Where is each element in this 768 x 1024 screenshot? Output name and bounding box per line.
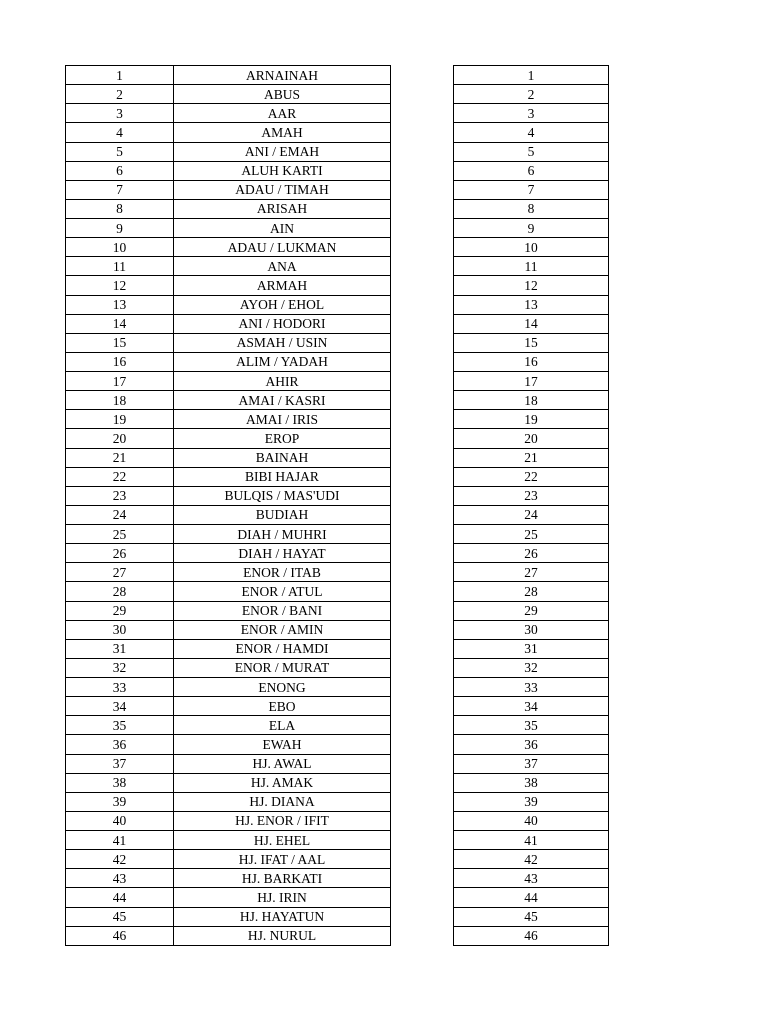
table-row — [454, 563, 609, 582]
table-row — [66, 831, 391, 850]
name-cell: HJ. BARKATI — [174, 869, 391, 888]
table-row — [66, 888, 391, 907]
table-row — [454, 811, 609, 830]
row-number-cell: 23 — [454, 486, 609, 505]
row-number-cell: 28 — [454, 582, 609, 601]
table-row — [454, 66, 609, 85]
name-cell: HJ. NURUL — [174, 926, 391, 945]
table-row — [454, 372, 609, 391]
table-row — [66, 276, 391, 295]
name-cell: ANI / HODORI — [174, 314, 391, 333]
name-cell: HJ. DIANA — [174, 792, 391, 811]
name-cell: HJ. IFAT / AAL — [174, 850, 391, 869]
table-row — [454, 333, 609, 352]
name-cell: ELA — [174, 716, 391, 735]
name-cell: AAR — [174, 104, 391, 123]
table-row — [66, 678, 391, 697]
row-number-cell: 46 — [66, 926, 174, 945]
name-cell: EROP — [174, 429, 391, 448]
row-number-cell: 35 — [66, 716, 174, 735]
name-cell: ENOR / ITAB — [174, 563, 391, 582]
row-number-cell: 37 — [454, 754, 609, 773]
table-row — [454, 238, 609, 257]
table-row — [454, 658, 609, 677]
name-cell: ENOR / BANI — [174, 601, 391, 620]
name-cell: BULQIS / MAS'UDI — [174, 486, 391, 505]
name-cell: ADAU / LUKMAN — [174, 238, 391, 257]
table-row — [66, 219, 391, 238]
row-number-cell: 4 — [66, 123, 174, 142]
table-row — [66, 372, 391, 391]
row-number-cell: 22 — [454, 467, 609, 486]
table-row — [454, 410, 609, 429]
row-number-cell: 8 — [66, 199, 174, 218]
name-cell: EBO — [174, 697, 391, 716]
name-cell: HJ. AMAK — [174, 773, 391, 792]
row-number-cell: 8 — [454, 199, 609, 218]
name-cell: ANI / EMAH — [174, 142, 391, 161]
name-cell: ANA — [174, 257, 391, 276]
table-row — [454, 850, 609, 869]
table-row — [66, 620, 391, 639]
table-row — [66, 161, 391, 180]
row-number-cell: 22 — [66, 467, 174, 486]
name-cell: AMAI / IRIS — [174, 410, 391, 429]
row-number-cell: 26 — [454, 544, 609, 563]
table-row — [66, 486, 391, 505]
name-cell: ENONG — [174, 678, 391, 697]
table-row — [66, 505, 391, 524]
table-row — [66, 716, 391, 735]
name-cell: ENOR / ATUL — [174, 582, 391, 601]
name-cell: ASMAH / USIN — [174, 333, 391, 352]
table-row — [66, 735, 391, 754]
row-number-cell: 19 — [454, 410, 609, 429]
row-number-cell: 15 — [66, 333, 174, 352]
row-number-cell: 18 — [454, 391, 609, 410]
name-cell: HJ. IRIN — [174, 888, 391, 907]
name-cell: AHIR — [174, 372, 391, 391]
name-cell: AMAH — [174, 123, 391, 142]
row-number-cell: 16 — [66, 352, 174, 371]
table-row — [454, 429, 609, 448]
row-number-cell: 23 — [66, 486, 174, 505]
name-cell: HJ. EHEL — [174, 831, 391, 850]
row-number-cell: 44 — [66, 888, 174, 907]
table-row — [454, 85, 609, 104]
table-row — [66, 658, 391, 677]
row-number-cell: 12 — [454, 276, 609, 295]
table-row — [66, 697, 391, 716]
table-row — [66, 448, 391, 467]
name-list-table — [65, 65, 391, 946]
row-number-cell: 32 — [66, 658, 174, 677]
row-number-cell: 2 — [66, 85, 174, 104]
row-number-cell: 42 — [66, 850, 174, 869]
table-row — [66, 295, 391, 314]
name-cell: HJ. AWAL — [174, 754, 391, 773]
row-number-cell: 13 — [454, 295, 609, 314]
row-number-cell: 34 — [454, 697, 609, 716]
row-number-cell: 25 — [66, 525, 174, 544]
table-row — [454, 888, 609, 907]
row-number-cell: 1 — [454, 66, 609, 85]
row-number-cell: 11 — [66, 257, 174, 276]
table-row — [66, 869, 391, 888]
name-cell: BIBI HAJAR — [174, 467, 391, 486]
table-row — [454, 142, 609, 161]
row-number-cell: 26 — [66, 544, 174, 563]
table-row — [454, 792, 609, 811]
table-row — [454, 735, 609, 754]
row-number-cell: 6 — [454, 161, 609, 180]
table-row — [66, 257, 391, 276]
table-row — [66, 582, 391, 601]
name-cell: HJ. ENOR / IFIT — [174, 811, 391, 830]
row-number-cell: 27 — [454, 563, 609, 582]
name-cell: ABUS — [174, 85, 391, 104]
table-row — [66, 352, 391, 371]
name-cell: ARISAH — [174, 199, 391, 218]
row-number-cell: 41 — [454, 831, 609, 850]
row-number-cell: 3 — [454, 104, 609, 123]
table-row — [454, 104, 609, 123]
row-number-cell: 14 — [66, 314, 174, 333]
row-number-cell: 10 — [454, 238, 609, 257]
table-row — [66, 525, 391, 544]
table-row — [454, 831, 609, 850]
table-row — [66, 123, 391, 142]
table-row — [454, 544, 609, 563]
table-row — [66, 333, 391, 352]
name-cell: ENOR / HAMDI — [174, 639, 391, 658]
row-number-cell: 33 — [66, 678, 174, 697]
row-number-cell: 7 — [454, 180, 609, 199]
row-number-cell: 11 — [454, 257, 609, 276]
row-number-cell: 41 — [66, 831, 174, 850]
row-number-cell: 37 — [66, 754, 174, 773]
name-cell: DIAH / MUHRI — [174, 525, 391, 544]
table-row — [66, 773, 391, 792]
row-number-cell: 39 — [454, 792, 609, 811]
row-number-cell: 10 — [66, 238, 174, 257]
table-row — [454, 773, 609, 792]
table-row — [66, 238, 391, 257]
table-row — [454, 161, 609, 180]
table-row — [454, 716, 609, 735]
row-number-cell: 25 — [454, 525, 609, 544]
row-number-cell: 19 — [66, 410, 174, 429]
name-cell: BAINAH — [174, 448, 391, 467]
name-cell: AYOH / EHOL — [174, 295, 391, 314]
row-number-cell: 16 — [454, 352, 609, 371]
table-row — [66, 410, 391, 429]
table-row — [454, 352, 609, 371]
row-number-cell: 31 — [66, 639, 174, 658]
table-row — [66, 811, 391, 830]
table-row — [454, 869, 609, 888]
name-cell: ALIM / YADAH — [174, 352, 391, 371]
row-number-cell: 3 — [66, 104, 174, 123]
row-number-cell: 34 — [66, 697, 174, 716]
name-cell: ENOR / AMIN — [174, 620, 391, 639]
name-cell: ENOR / MURAT — [174, 658, 391, 677]
number-list-body — [454, 66, 609, 946]
table-row — [454, 448, 609, 467]
table-row — [66, 199, 391, 218]
table-row — [66, 544, 391, 563]
row-number-cell: 43 — [454, 869, 609, 888]
row-number-cell: 31 — [454, 639, 609, 658]
table-row — [66, 792, 391, 811]
table-row — [66, 601, 391, 620]
row-number-cell: 40 — [66, 811, 174, 830]
row-number-cell: 33 — [454, 678, 609, 697]
number-list-table — [453, 65, 609, 946]
table-row — [454, 582, 609, 601]
row-number-cell: 7 — [66, 180, 174, 199]
table-row — [454, 180, 609, 199]
table-row — [454, 276, 609, 295]
table-row — [454, 907, 609, 926]
name-cell: ALUH KARTI — [174, 161, 391, 180]
row-number-cell: 24 — [66, 505, 174, 524]
row-number-cell: 38 — [66, 773, 174, 792]
name-cell: BUDIAH — [174, 505, 391, 524]
table-row — [66, 429, 391, 448]
row-number-cell: 30 — [454, 620, 609, 639]
row-number-cell: 38 — [454, 773, 609, 792]
table-row — [454, 295, 609, 314]
row-number-cell: 45 — [454, 907, 609, 926]
row-number-cell: 15 — [454, 333, 609, 352]
row-number-cell: 30 — [66, 620, 174, 639]
table-row — [454, 219, 609, 238]
table-row — [454, 525, 609, 544]
table-row — [66, 391, 391, 410]
table-row — [66, 926, 391, 945]
table-row — [66, 180, 391, 199]
table-row — [66, 563, 391, 582]
row-number-cell: 29 — [66, 601, 174, 620]
row-number-cell: 4 — [454, 123, 609, 142]
row-number-cell: 36 — [454, 735, 609, 754]
table-row — [66, 754, 391, 773]
name-cell: AMAI / KASRI — [174, 391, 391, 410]
row-number-cell: 20 — [66, 429, 174, 448]
table-row — [454, 926, 609, 945]
row-number-cell: 14 — [454, 314, 609, 333]
table-row — [454, 639, 609, 658]
table-row — [66, 66, 391, 85]
name-cell: DIAH / HAYAT — [174, 544, 391, 563]
row-number-cell: 44 — [454, 888, 609, 907]
row-number-cell: 29 — [454, 601, 609, 620]
table-row — [454, 678, 609, 697]
row-number-cell: 32 — [454, 658, 609, 677]
row-number-cell: 43 — [66, 869, 174, 888]
table-row — [66, 85, 391, 104]
row-number-cell: 39 — [66, 792, 174, 811]
table-row — [454, 754, 609, 773]
row-number-cell: 17 — [454, 372, 609, 391]
table-row — [454, 505, 609, 524]
table-row — [66, 142, 391, 161]
row-number-cell: 35 — [454, 716, 609, 735]
row-number-cell: 17 — [66, 372, 174, 391]
row-number-cell: 1 — [66, 66, 174, 85]
row-number-cell: 28 — [66, 582, 174, 601]
row-number-cell: 5 — [66, 142, 174, 161]
name-cell: ARMAH — [174, 276, 391, 295]
row-number-cell: 24 — [454, 505, 609, 524]
name-cell: ARNAINAH — [174, 66, 391, 85]
table-row — [454, 467, 609, 486]
row-number-cell: 9 — [66, 219, 174, 238]
row-number-cell: 42 — [454, 850, 609, 869]
table-row — [454, 697, 609, 716]
row-number-cell: 21 — [66, 448, 174, 467]
row-number-cell: 36 — [66, 735, 174, 754]
table-row — [66, 314, 391, 333]
table-row — [66, 639, 391, 658]
row-number-cell: 40 — [454, 811, 609, 830]
table-row — [454, 199, 609, 218]
name-cell: ADAU / TIMAH — [174, 180, 391, 199]
name-cell: EWAH — [174, 735, 391, 754]
row-number-cell: 18 — [66, 391, 174, 410]
row-number-cell: 21 — [454, 448, 609, 467]
row-number-cell: 46 — [454, 926, 609, 945]
row-number-cell: 20 — [454, 429, 609, 448]
table-row — [66, 467, 391, 486]
table-row — [454, 601, 609, 620]
table-row — [454, 486, 609, 505]
row-number-cell: 12 — [66, 276, 174, 295]
name-cell: AIN — [174, 219, 391, 238]
table-row — [454, 391, 609, 410]
name-list-body — [66, 66, 391, 946]
row-number-cell: 2 — [454, 85, 609, 104]
table-row — [454, 257, 609, 276]
row-number-cell: 6 — [66, 161, 174, 180]
table-row — [454, 123, 609, 142]
row-number-cell: 5 — [454, 142, 609, 161]
table-row — [454, 620, 609, 639]
row-number-cell: 45 — [66, 907, 174, 926]
row-number-cell: 13 — [66, 295, 174, 314]
row-number-cell: 27 — [66, 563, 174, 582]
table-row — [66, 907, 391, 926]
table-row — [454, 314, 609, 333]
name-cell: HJ. HAYATUN — [174, 907, 391, 926]
table-row — [66, 850, 391, 869]
table-row — [66, 104, 391, 123]
row-number-cell: 9 — [454, 219, 609, 238]
